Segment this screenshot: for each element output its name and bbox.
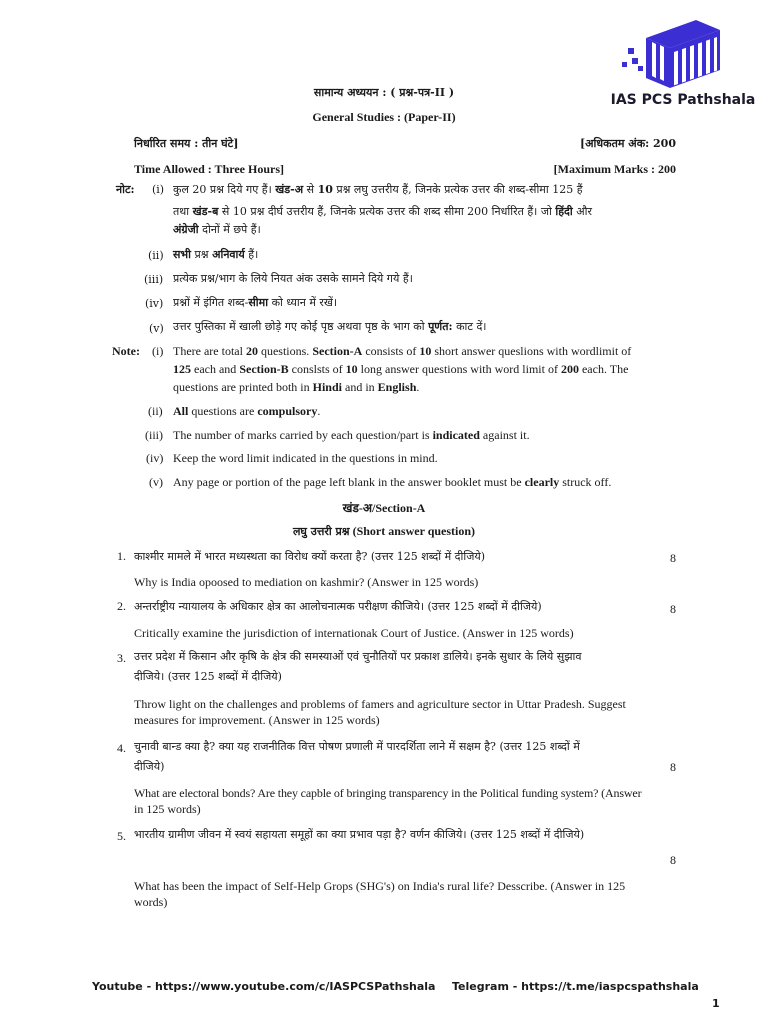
page-number: 1 [712,997,720,1010]
telegram-link[interactable]: Telegram - https://t.me/iaspcspathshala [452,980,699,993]
question-marks: 8 [670,551,676,565]
question-marks: 8 [670,602,676,616]
item-text-cont: questions are printed both in Hindi and in English. [173,380,420,394]
item-number: (iii) [145,428,163,442]
building-blocks-icon [608,8,758,90]
item-number: (iv) [146,451,164,465]
question-text-hindi: चुनावी बान्ड क्या है? क्या यह राजनीतिक वित्त पोषण प्रणाली में पारदर्शिता लाने में सक्षम है? (उत्तर 125 शब्दों में [134,740,580,753]
max-marks-english: [Maximum Marks : 200 [553,162,676,176]
question-text-hindi-cont: दीजिये। (उत्तर 125 शब्दों में दीजिये) [134,670,282,683]
item-number: (iv) [145,297,164,310]
question-text-hindi-cont: दीजिये) [134,760,165,773]
item-number: (ii) [148,249,164,262]
question-text-english-cont: words) [134,895,168,909]
item-text: All questions are compulsory. [173,404,321,418]
question-text-hindi: भारतीय ग्रामीण जीवन में स्वयं सहायता समूहों का क्या प्रभाव पड़ा है? वर्णन कीजिये। (उत्तर 125 शब्दों में दीजिये) [134,828,585,841]
item-text: प्रत्येक प्रश्न/भाग के लिये नियत अंक उसके सामने दिये गये हैं। [173,272,413,285]
note-label-english: Note: [112,344,140,358]
max-marks-hindi: [अधिकतम अंक: 200 [579,137,676,150]
question-text-hindi: अन्तर्राष्ट्रीय न्यायालय के अधिकार क्षेत्र का आलोचनात्मक परीक्षण कीजिये। (उत्तर 125 शब्दों में दीजिये) [134,600,542,613]
question-text-english: What has been the impact of Self-Help Grops (SHG's) on India's rural life? Desscribe. (Answer in 125 [134,879,626,893]
question-number: 4. [117,741,126,755]
question-number: 5. [117,829,126,843]
item-number: (i) [152,183,165,196]
paper-title-hindi: सामान्य अध्ययन : ( प्रश्न-पत्र-II ) [313,86,455,99]
item-text: सभी प्रश्न अनिवार्य हैं। [173,248,259,261]
question-text-hindi: उत्तर प्रदेश में किसान और कृषि के क्षेत्र की समस्याओं एवं चुनौतियों पर प्रकाश डालिये। इनके सुधार के लिये सुझाव [134,650,582,663]
time-allowed-hindi: निर्धारित समय : तीन घंटे] [134,137,239,150]
question-text-english-cont: measures for improvement. (Answer in 125 words) [134,713,380,727]
question-text-english: What are electoral bonds? Are they capble of bringing transparency in the Political funding system? (Answer [134,786,642,800]
question-marks: 8 [670,760,676,774]
item-text-cont: अंग्रेजी दोनों में छपे हैं। [173,223,261,236]
item-text: उत्तर पुस्तिका में खाली छोड़े गए कोई पृष्ठ अथवा पृष्ठ के भाग को पूर्णत: काट दें। [173,320,487,333]
logo-text: IAS PCS Pathshala [610,92,756,108]
question-number: 2. [117,599,126,613]
item-text: There are total 20 questions. Section-A consists of 10 short answer queslions with wordlimit of [173,344,632,358]
item-number: (i) [152,344,164,358]
item-text: The number of marks carried by each question/part is indicated against it. [173,428,530,442]
section-subheading: लघु उत्तरी प्रश्न (Short answer question) [292,524,476,538]
item-number: (iii) [144,273,164,286]
question-text-english: Throw light on the challenges and problems of famers and agriculture sector in Uttar Pradesh. Suggest [134,697,626,711]
question-text-english: Why is India opoosed to mediation on kashmir? (Answer in 125 words) [134,575,479,589]
note-label-hindi: नोट: [116,183,135,196]
question-number: 1. [117,549,126,563]
item-text-cont: तथा खंड-ब से 10 प्रश्न दीर्घ उत्तरीय हैं, जिनके प्रत्येक उत्तर की शब्द सीमा 200 निर्धारित हैं। जो हिंदी और [173,205,592,218]
item-number: (v) [149,475,163,489]
time-allowed-english: Time Allowed : Three Hours] [134,162,284,176]
section-heading: खंड-अ/Section-A [342,501,426,515]
item-text: कुल 20 प्रश्न दिये गए हैं। खंड-अ से 10 प्रश्न लघु उत्तरीय हैं, जिनके प्रत्येक उत्तर की शब्द-सीमा 125 हैं [173,183,583,196]
question-number: 3. [117,651,126,665]
paper-title-english: General Studies : (Paper-II) [312,110,456,124]
question-text-hindi: काश्मीर मामले में भारत मध्यस्थता का विरोध क्यों करता है? (उत्तर 125 शब्दों में दीजिये) [134,550,486,563]
question-text-english: Critically examine the jurisdiction of internationak Court of Justice. (Answer in 125 words) [134,626,574,640]
item-text: Keep the word limit indicated in the questions in mind. [173,451,438,465]
question-marks: 8 [670,853,676,867]
youtube-link[interactable]: Youtube - https://www.youtube.com/c/IASPCSPathshala [92,980,436,993]
item-number: (ii) [148,404,163,418]
item-text: प्रश्नों में इंगित शब्द-सीमा को ध्यान में रखें। [173,296,338,309]
question-text-english-cont: in 125 words) [134,802,201,816]
item-number: (v) [149,322,164,335]
item-text-cont: 125 each and Section-B conslsts of 10 long answer questions with word limit of 200 each. The [173,362,629,376]
item-text: Any page or portion of the page left blank in the answer booklet must be clearly struck off. [173,475,612,489]
